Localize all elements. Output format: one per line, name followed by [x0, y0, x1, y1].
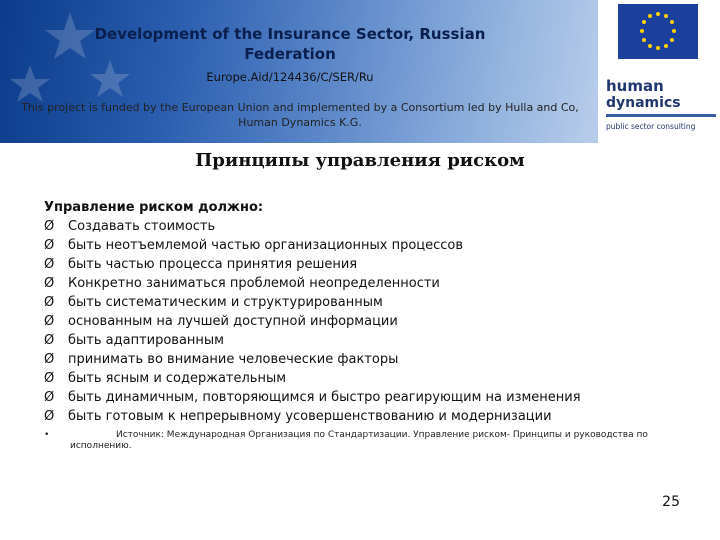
source-text: Источник: Международная Организация по Стандартизации. Управление риском- Принципы и руководства по исполнению. [70, 430, 648, 451]
header-banner [0, 0, 598, 143]
bullet-icon: Ø [44, 314, 55, 329]
list-item-text: быть адаптированным [68, 333, 224, 348]
list-item-text: основанным на лучшей доступной информации [68, 314, 398, 329]
project-title: Development of the Insurance Sector, Russian Federation [94, 25, 486, 63]
bullet-icon: Ø [44, 257, 55, 272]
slide-content [44, 198, 684, 426]
list-item [44, 293, 684, 312]
list-item-text: быть ясным и содержательным [68, 371, 287, 386]
lead-text: Управление риском должно: [44, 200, 264, 215]
list-item [44, 388, 684, 407]
list-item-text: быть динамичным, повторяющимся и быстро реагирующим на изменения [68, 390, 581, 405]
list-item-text: быть частью процесса принятия решения [68, 257, 358, 272]
logo-bar [606, 114, 716, 117]
list-item [44, 350, 684, 369]
list-item [44, 407, 684, 426]
source-note [44, 430, 664, 452]
principles-list [44, 217, 684, 426]
list-item [44, 312, 684, 331]
eu-flag-icon [618, 4, 698, 59]
list-item-text: быть готовым к непрерывному усовершенствованию и модернизации [68, 409, 552, 424]
bullet-icon: Ø [44, 333, 55, 348]
list-item-text: Конкретно заниматься проблемой неопределенности [68, 276, 440, 291]
project-reference: Europe.Aid/124436/C/SER/Ru [206, 70, 374, 84]
list-item-text: быть неотъемлемой частью организационных процессов [68, 238, 464, 253]
logo-tagline: public sector consulting [606, 122, 696, 131]
logo-word-1: human [606, 77, 664, 95]
list-item-text: Создавать стоимость [68, 219, 216, 234]
logo-panel [598, 0, 720, 143]
bullet-icon: Ø [44, 238, 55, 253]
list-item [44, 255, 684, 274]
list-item-text: быть систематическим и структурированным [68, 295, 383, 310]
bullet-icon: Ø [44, 219, 55, 234]
list-item [44, 331, 684, 350]
list-item [44, 369, 684, 388]
list-item [44, 217, 684, 236]
list-item [44, 274, 684, 293]
bullet-icon: Ø [44, 352, 55, 367]
bullet-icon: Ø [44, 371, 55, 386]
page-number: 25 [662, 494, 680, 510]
list-item-text: принимать во внимание человеческие факторы [68, 352, 399, 367]
bullet-icon: Ø [44, 409, 55, 424]
slide-heading: Принципы управления риском [195, 150, 525, 171]
human-dynamics-logo [606, 78, 716, 138]
bullet-icon: Ø [44, 295, 55, 310]
list-item [44, 236, 684, 255]
bullet-icon: Ø [44, 276, 55, 291]
logo-word-2: dynamics [606, 95, 681, 111]
funding-statement: This project is funded by the European Union and implemented by a Consortium led by Hulla and Co, Human Dynamics K.G. [21, 101, 579, 129]
source-bullet-icon: • [44, 430, 50, 440]
bullet-icon: Ø [44, 390, 55, 405]
